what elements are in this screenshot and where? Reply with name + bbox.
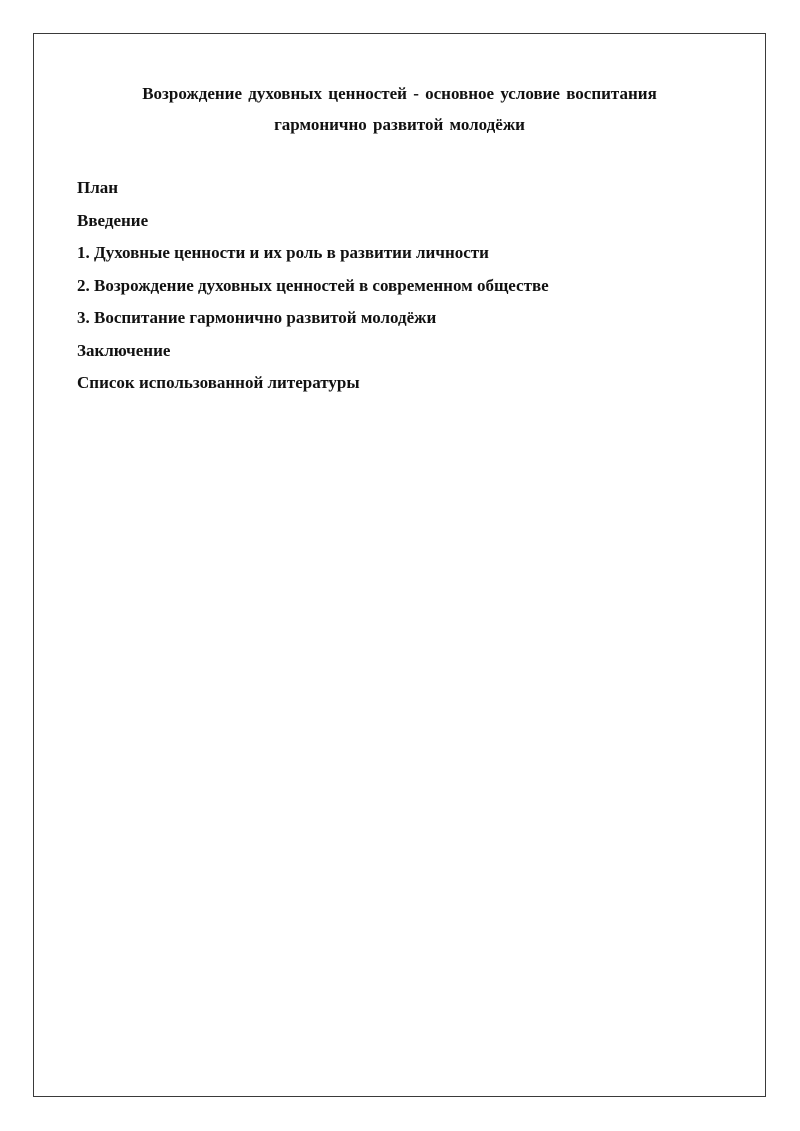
plan-item-chapter-3: 3. Воспитание гармонично развитой молодёжи <box>77 308 437 327</box>
document-page <box>33 33 766 1097</box>
plan-section <box>77 172 549 400</box>
plan-item-references: Список использованной литературы <box>77 373 360 392</box>
plan-item-chapter-2: 2. Возрождение духовных ценностей в современном обществе <box>77 275 549 295</box>
plan-item-chapter-1: 1. Духовные ценности и их роль в развитии личности <box>77 243 489 262</box>
title-line-2: гармонично развитой молодёжи <box>274 115 525 134</box>
plan-item-conclusion: Заключение <box>77 340 171 360</box>
plan-item-introduction: Введение <box>77 210 149 230</box>
document-title <box>34 34 765 140</box>
plan-heading: План <box>77 178 119 197</box>
title-line-1: Возрождение духовных ценностей - основное условие воспитания <box>142 84 657 103</box>
